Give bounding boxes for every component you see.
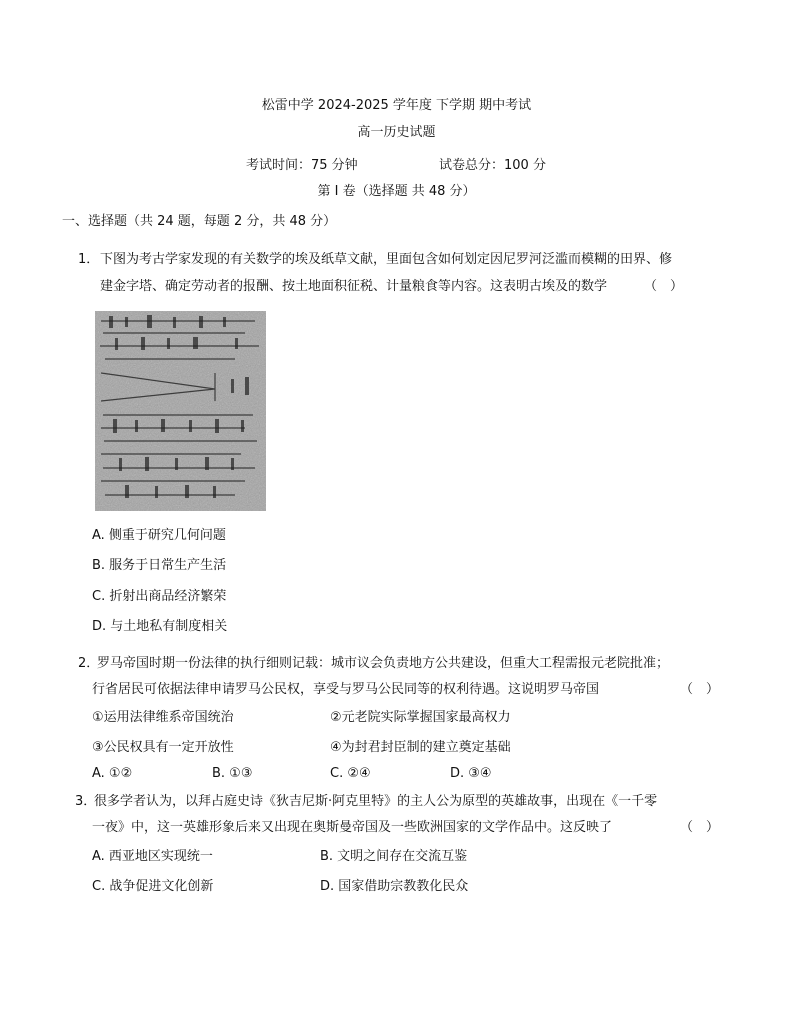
question-2-option-a[interactable]: A. ①② — [92, 766, 133, 781]
question-2-option-c[interactable]: C. ②④ — [330, 766, 371, 781]
question-2-number: 2． — [78, 656, 100, 671]
exam-title: 松雷中学 2024-2025 学年度 下学期 期中考试 — [261, 98, 532, 113]
question-3-option-c[interactable]: C. 战争促进文化创新 — [92, 879, 214, 894]
volume-heading: 第 Ⅰ 卷（选择题 共 48 分） — [317, 184, 476, 199]
question-1-number: 1． — [78, 252, 100, 267]
question-2-answer-paren: （ ） — [680, 682, 720, 697]
question-3-number: 3． — [75, 794, 97, 809]
total-score: 试卷总分：100 分 — [439, 158, 546, 173]
question-1-option-b[interactable]: B. 服务于日常生产生活 — [92, 558, 227, 573]
question-3-option-d[interactable]: D. 国家借助宗教教化民众 — [320, 879, 469, 894]
exam-time: 考试时间：75 分钟 — [246, 158, 358, 173]
exam-subtitle: 高一历史试题 — [357, 125, 436, 140]
question-1-option-d[interactable]: D. 与土地私有制度相关 — [92, 619, 228, 634]
question-1-option-a[interactable]: A. 侧重于研究几何问题 — [92, 528, 226, 543]
question-2-stem-line-1: 罗马帝国时期一份法律的执行细则记载：城市议会负责地方公共建设，但重大工程需报元老院批准； — [97, 656, 670, 671]
question-2-stem-line-2: 行省居民可依据法律申请罗马公民权，享受与罗马公民同等的权利待遇。这说明罗马帝国 — [92, 682, 600, 697]
question-1-option-c[interactable]: C. 折射出商品经济繁荣 — [92, 589, 227, 604]
question-2-statement-2: ②元老院实际掌握国家最高权力 — [330, 710, 511, 725]
question-3-stem-line-1: 很多学者认为，以拜占庭史诗《狄吉尼斯·阿克里特》的主人公为原型的英雄故事，出现在《一千零 — [94, 794, 658, 809]
question-1-answer-paren: （ ） — [644, 279, 684, 294]
section-heading: 一、选择题（共 24 题，每题 2 分，共 48 分） — [62, 214, 337, 229]
question-3-answer-paren: （ ） — [680, 820, 720, 835]
question-3-option-b[interactable]: B. 文明之间存在交流互鉴 — [320, 849, 468, 864]
question-1-stem-line-1: 下图为考古学家发现的有关数学的埃及纸草文献，里面包含如何划定因尼罗河泛滥而模糊的田界、修 — [100, 252, 673, 267]
question-2-statement-3: ③公民权具有一定开放性 — [92, 740, 234, 755]
question-2-option-b[interactable]: B. ①③ — [212, 766, 253, 781]
question-3-stem-line-2: 一夜》中，这一英雄形象后来又出现在奥斯曼帝国及一些欧洲国家的文学作品中。这反映了 — [92, 820, 613, 835]
question-3-option-a[interactable]: A. 西亚地区实现统一 — [92, 849, 213, 864]
papyrus-image — [95, 311, 266, 511]
question-2-statement-1: ①运用法律维系帝国统治 — [92, 710, 234, 725]
question-2-option-d[interactable]: D. ③④ — [450, 766, 492, 781]
question-2-statement-4: ④为封君封臣制的建立奠定基础 — [330, 740, 511, 755]
papyrus-illustration — [95, 311, 266, 511]
question-1-stem-line-2: 建金字塔、确定劳动者的报酬、按土地面积征税、计量粮食等内容。这表明古埃及的数学 — [100, 279, 608, 294]
